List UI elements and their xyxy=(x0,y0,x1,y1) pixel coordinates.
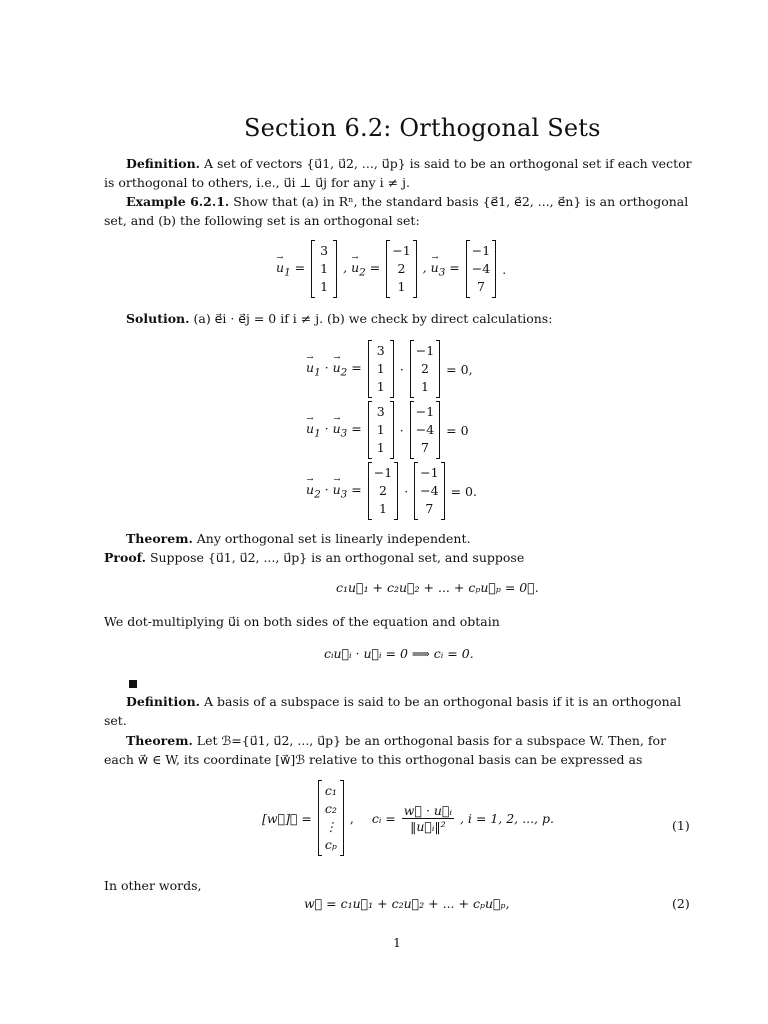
coordinate-comma: , xyxy=(349,810,366,826)
definition-1-line-1 xyxy=(126,154,692,173)
coordinate-formula xyxy=(262,780,554,856)
coordinate-lhs: [w⃗]ℬ = xyxy=(262,810,312,826)
u2-entry-1: −1 xyxy=(392,243,411,258)
u2-label: , → $u_2$ = xyxy=(343,260,380,279)
dot3-right-entry-2: −4 xyxy=(420,483,439,498)
u1-entry-1: 3 xyxy=(320,243,329,258)
definition-2-head: Definition. xyxy=(126,694,201,709)
dot1-right-entry-1: −1 xyxy=(415,343,435,358)
dot3-left-entry-1: −1 xyxy=(373,465,393,480)
proof-head: Proof. xyxy=(104,550,146,565)
dot3-right-matrix xyxy=(414,462,444,520)
dot2-left-entry-3: 1 xyxy=(376,440,385,455)
dot3-operator: · xyxy=(404,483,409,499)
ci-denominator: ‖u⃗ᵢ‖² xyxy=(410,818,446,834)
definition-1-text-1: A set of vectors {u⃗1, u⃗2, ..., u⃗p} is said to be an orthogonal set if each vector xyxy=(204,156,692,171)
dot2-result: = 0 xyxy=(446,422,469,438)
example-line-2: set, and (b) the following set is an orthogonal set: xyxy=(104,213,420,228)
solution-line xyxy=(126,309,552,328)
dot-product-u1-u2 xyxy=(306,340,473,398)
dot1-left-matrix xyxy=(368,340,394,398)
solution-text: (a) e⃗i · e⃗j = 0 if i ≠ j. (b) we check by direct calculations: xyxy=(193,311,553,326)
proof-equation-1: c₁u⃗₁ + c₂u⃗₂ + ... + cₚu⃗ₚ = 0⃗. xyxy=(336,580,539,595)
dot1-right-entry-3: 1 xyxy=(420,379,429,394)
dot2-operator: · xyxy=(399,422,404,438)
dot2-right-matrix xyxy=(410,401,440,459)
definition-2-line-1 xyxy=(126,692,681,711)
coordinate-entry-2: c₂ xyxy=(324,801,337,816)
u3-entry-3: 7 xyxy=(477,279,485,294)
example-line-1 xyxy=(126,192,688,211)
dot2-right-entry-3: 7 xyxy=(420,440,429,455)
dot1-operator: · xyxy=(399,361,404,377)
ci-numerator: w⃗ · u⃗ᵢ xyxy=(403,802,452,818)
theorem-1-line xyxy=(126,529,470,548)
theorem-2-line-1 xyxy=(126,731,666,750)
coordinate-entry-4: cₚ xyxy=(324,837,337,852)
dot-u2-u3-label: → $u_2$ · → $u_3$ = xyxy=(306,482,362,501)
u3-label: , → $u_3$ = xyxy=(423,260,460,279)
dot-product-u1-u3 xyxy=(306,401,469,459)
dot3-right-entry-1: −1 xyxy=(420,465,439,480)
dot1-left-entry-3: 1 xyxy=(376,379,385,394)
section-title: Section 6.2: Orthogonal Sets xyxy=(244,114,601,142)
dot-product-u2-u3 xyxy=(306,462,477,520)
vector-definitions xyxy=(276,240,506,298)
dot3-left-matrix xyxy=(368,462,398,520)
ci-range: , i = 1, 2, ..., p. xyxy=(459,810,554,826)
qed-square-icon xyxy=(129,680,137,688)
dot3-left-entry-2: 2 xyxy=(378,483,387,498)
dot1-result: = 0, xyxy=(446,361,473,377)
u3-entry-2: −4 xyxy=(471,261,491,276)
ci-label: cᵢ = xyxy=(371,810,396,826)
vectors-period: . xyxy=(502,261,507,277)
definition-2-text-1: A basis of a subspace is said to be an orthogonal basis if it is an orthogonal xyxy=(204,694,682,709)
coordinate-entry-1: c₁ xyxy=(324,783,337,798)
dot-u1-u3-label: → $u_1$ · → $u_3$ = xyxy=(306,421,362,440)
proof-line-2: We dot-multiplying u⃗i on both sides of the equation and obtain xyxy=(104,614,500,629)
u2-matrix xyxy=(386,240,416,298)
definition-1-head: Definition. xyxy=(126,156,201,171)
dot3-left-entry-3: 1 xyxy=(378,501,387,516)
dot1-right-entry-2: 2 xyxy=(420,361,429,376)
dot-u1-u2-label: → $u_1$ · → $u_2$ = xyxy=(306,360,362,379)
definition-2-line-2: set. xyxy=(104,713,127,728)
u2-entry-3: 1 xyxy=(397,279,406,294)
u3-matrix xyxy=(466,240,496,298)
theorem-1-text: Any orthogonal set is linearly independent. xyxy=(196,531,471,546)
u1-matrix xyxy=(311,240,337,298)
dot1-left-entry-1: 3 xyxy=(376,343,385,358)
theorem-2-head: Theorem. xyxy=(126,733,193,748)
dot2-right-entry-2: −4 xyxy=(415,422,435,437)
page-number: 1 xyxy=(393,935,401,950)
proof-line xyxy=(104,548,524,567)
dot1-left-entry-2: 1 xyxy=(376,361,385,376)
example-text-1: Show that (a) in Rⁿ, the standard basis {e⃗1, e⃗2, ..., e⃗n} is an orthogonal xyxy=(233,194,689,209)
dot1-right-matrix xyxy=(410,340,440,398)
in-other-words: In other words, xyxy=(104,878,202,893)
dot3-result: = 0. xyxy=(450,483,477,499)
u1-entry-3: 1 xyxy=(320,279,329,294)
u1-entry-2: 1 xyxy=(320,261,329,276)
proof-equation-2: cᵢu⃗ᵢ · u⃗ᵢ = 0 ⟹ cᵢ = 0. xyxy=(324,646,474,661)
ci-fraction xyxy=(402,803,454,834)
dot2-left-entry-2: 1 xyxy=(376,422,385,437)
solution-head: Solution. xyxy=(126,311,190,326)
u1-label: → $u_1$ = xyxy=(276,260,305,279)
theorem-1-head: Theorem. xyxy=(126,531,193,546)
theorem-2-line-2: each w⃗ ∈ W, its coordinate [w⃗]ℬ relative to this orthogonal basis can be expressed as xyxy=(104,752,643,767)
u3-entry-1: −1 xyxy=(471,243,491,258)
dot3-right-entry-3: 7 xyxy=(425,501,434,516)
proof-text: Suppose {u⃗1, u⃗2, ..., u⃗p} is an orthogonal set, and suppose xyxy=(149,550,525,565)
equation-number-2: (2) xyxy=(672,896,690,911)
theorem-2-text-1: Let ℬ={u⃗1, u⃗2, ..., u⃗p} be an orthogonal basis for a subspace W. Then, for xyxy=(196,733,667,748)
dot2-right-entry-1: −1 xyxy=(415,404,435,419)
definition-1-line-2: is orthogonal to others, i.e., u⃗i ⊥ u⃗j for any i ≠ j. xyxy=(104,175,410,190)
coordinate-matrix xyxy=(318,780,344,856)
dot2-left-entry-1: 3 xyxy=(376,404,385,419)
equation-number-1: (1) xyxy=(672,818,690,833)
u2-entry-2: 2 xyxy=(397,261,406,276)
example-head: Example 6.2.1. xyxy=(126,194,230,209)
equation-2: w⃗ = c₁u⃗₁ + c₂u⃗₂ + ... + cₚu⃗ₚ, xyxy=(304,896,510,911)
coordinate-entry-3: ⋮ xyxy=(324,819,338,834)
dot2-left-matrix xyxy=(368,401,394,459)
